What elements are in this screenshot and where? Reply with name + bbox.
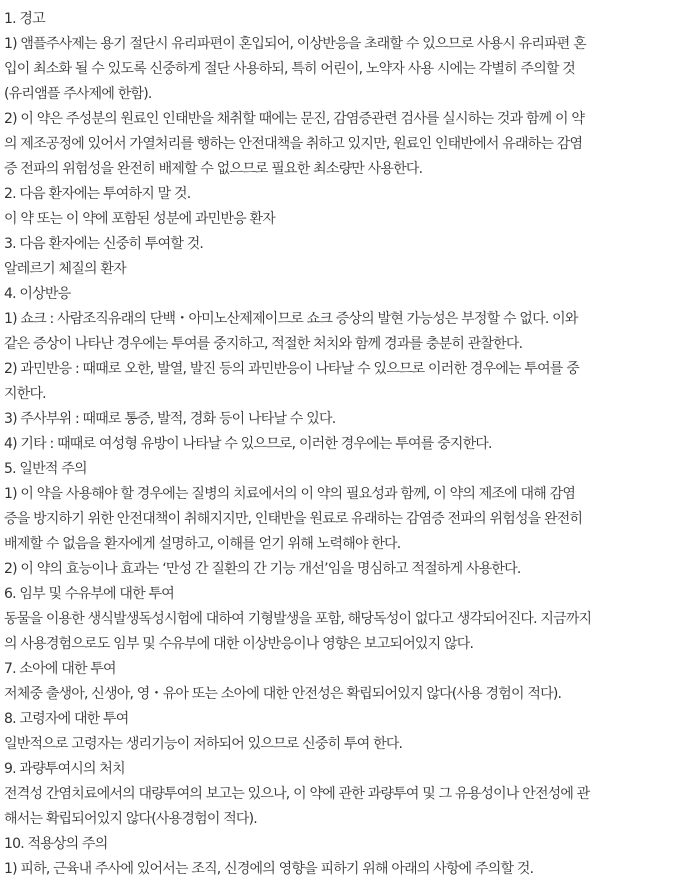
paragraph-line: 동물을 이용한 생식발생독성시험에 대하여 기형발생을 포함, 해당독성이 없다고 생각되어진다. 지금까지: [4, 611, 592, 627]
paragraph-line: 의 사용경험으로도 임부 및 수유부에 대한 이상반응이나 영향은 보고되어있지 않다.: [4, 636, 474, 652]
paragraph-line: 알레르기 체질의 환자: [4, 261, 126, 277]
paragraph-line: (유리앰플 주사제에 한함).: [4, 86, 152, 102]
section-heading-careful-administration: 3. 다음 환자에는 신중히 투여할 것.: [4, 236, 204, 252]
paragraph-line: 배제할 수 없음을 환자에게 설명하고, 이해를 얻기 위해 노력해야 한다.: [4, 536, 401, 552]
paragraph-line: 1) 앰플주사제는 용기 절단시 유리파편이 혼입되어, 이상반응을 초래할 수 있으므로 사용시 유리파편 혼: [4, 36, 586, 52]
section-heading-application: 10. 적용상의 주의: [4, 836, 108, 852]
section-heading-general-precautions: 5. 일반적 주의: [4, 461, 87, 477]
section-heading-pregnancy: 6. 임부 및 수유부에 대한 투여: [4, 586, 174, 602]
section-heading-pediatric: 7. 소아에 대한 투여: [4, 661, 116, 677]
paragraph-line: 2) 과민반응 : 때때로 오한, 발열, 발진 등의 과민반응이 나타날 수 있으므로 이러한 경우에는 투여를 중: [4, 361, 579, 377]
paragraph-line: 입이 최소화 될 수 있도록 신중하게 절단 사용하되, 특히 어린이, 노약자 사용 시에는 각별히 주의할 것: [4, 61, 576, 77]
section-heading-contraindications: 2. 다음 환자에는 투여하지 말 것.: [4, 186, 191, 202]
paragraph-line: 의 제조공정에 있어서 가열처리를 행하는 안전대책을 취하고 있지만, 원료인 인태반에서 유래하는 감염: [4, 136, 583, 152]
section-heading-elderly: 8. 고령자에 대한 투여: [4, 711, 129, 727]
section-heading-warning: 1. 경고: [4, 11, 45, 27]
paragraph-line: 2) 이 약은 주성분의 원료인 인태반을 채취할 때에는 문진, 감염증관련 검사를 실시하는 것과 함께 이 약: [4, 111, 585, 127]
paragraph-line: 지한다.: [4, 386, 46, 402]
paragraph-line: 증을 방지하기 위한 안전대책이 취해지지만, 인태반을 원료로 유래하는 감염증 전파의 위험성을 완전히: [4, 511, 583, 527]
section-heading-adverse-reactions: 4. 이상반응: [4, 286, 71, 302]
paragraph-line: 전격성 간염치료에서의 대량투여의 보고는 있으나, 이 약에 관한 과량투여 및 그 유용성이나 안전성에 관: [4, 786, 590, 802]
paragraph-line: 1) 이 약을 사용해야 할 경우에는 질병의 치료에서의 이 약의 필요성과 함께, 이 약의 제조에 대해 감염: [4, 486, 576, 502]
paragraph-line: 저체중 출생아, 신생아, 영・유아 또는 소아에 대한 안전성은 확립되어있지 않다(사용 경험이 적다).: [4, 686, 562, 702]
paragraph-line: 1) 피하, 근육내 주사에 있어서는 조직, 신경에의 영향을 피하기 위해 아래의 사항에 주의할 것.: [4, 861, 534, 877]
section-heading-overdose: 9. 과량투여시의 처치: [4, 761, 125, 777]
paragraph-line: 2) 이 약의 효능이나 효과는 ‘만성 간 질환의 간 기능 개선’임을 명심하고 적절하게 사용한다.: [4, 561, 521, 577]
paragraph-line: 1) 쇼크 : 사람조직유래의 단백・아미노산제제이므로 쇼크 증상의 발현 가능성은 부정할 수 없다. 이와: [4, 311, 578, 327]
paragraph-line: 해서는 확립되어있지 않다(사용경험이 적다).: [4, 811, 257, 827]
paragraph-line: 4) 기타 : 때때로 여성형 유방이 나타날 수 있으므로, 이러한 경우에는 투여를 중지한다.: [4, 436, 492, 452]
paragraph-line: 같은 증상이 나타난 경우에는 투여를 중지하고, 적절한 처치와 함께 경과를 충분히 관찰한다.: [4, 336, 523, 352]
paragraph-line: 증 전파의 위험성을 완전히 배제할 수 없으므로 필요한 최소량만 사용한다.: [4, 161, 423, 177]
paragraph-line: 이 약 또는 이 약에 포함된 성분에 과민반응 환자: [4, 211, 275, 227]
paragraph-line: 일반적으로 고령자는 생리기능이 저하되어 있으므로 신중히 투여 한다.: [4, 736, 403, 752]
paragraph-line: 3) 주사부위 : 때때로 통증, 발적, 경화 등이 나타날 수 있다.: [4, 411, 336, 427]
